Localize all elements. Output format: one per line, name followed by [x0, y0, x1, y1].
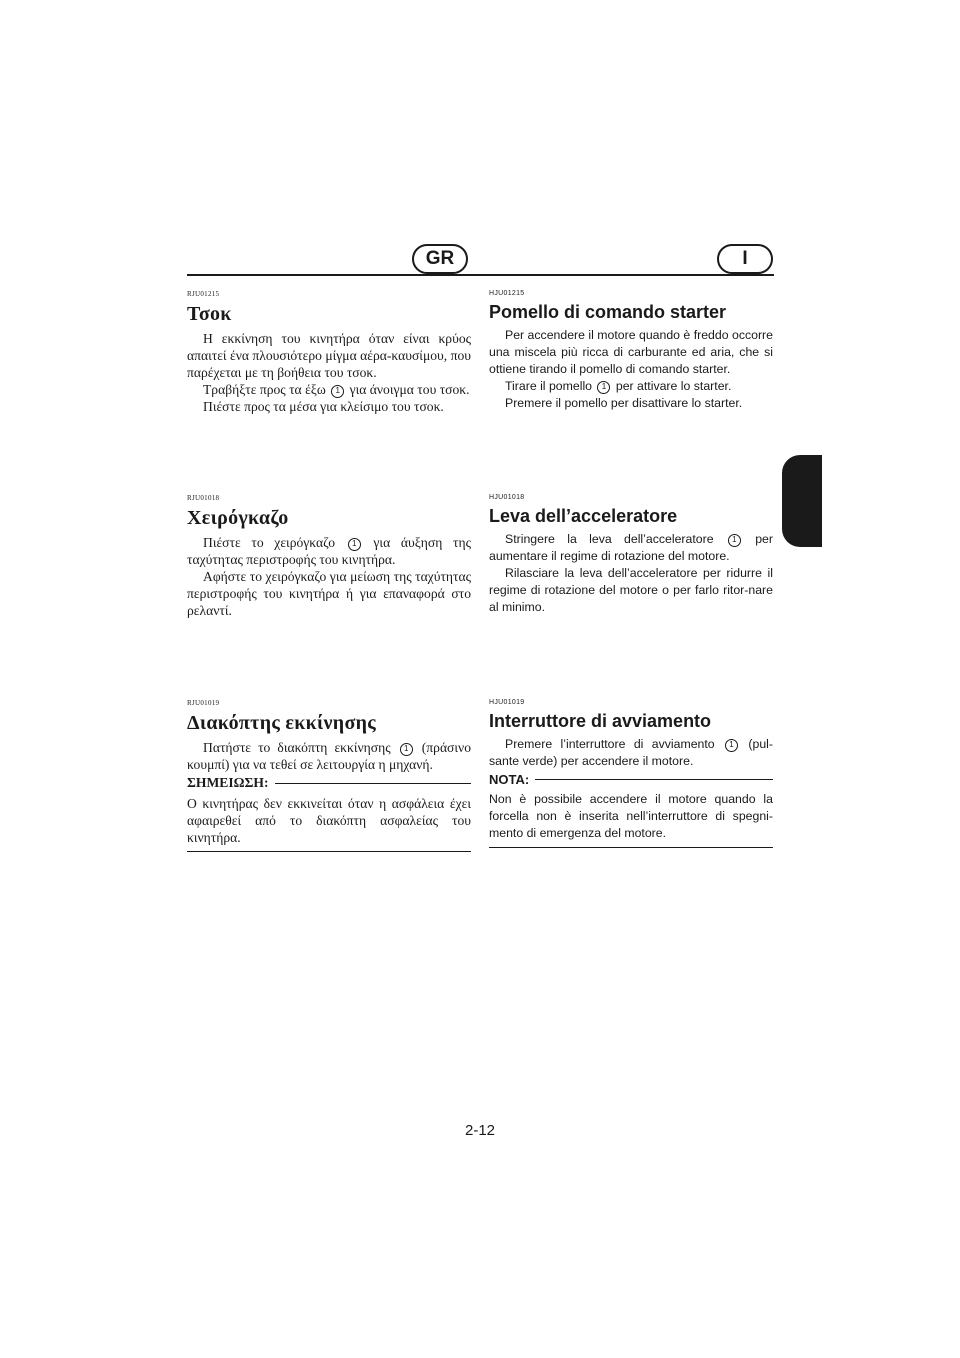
section-title: Interruttore di avviamento	[489, 711, 712, 731]
paragraph: Rilasciare la leva dell’acceleratore per ridurre il regime di rotazione del motore o per farlo ritor-nare al minimo.	[489, 566, 773, 614]
callout-number: 1	[400, 743, 413, 756]
paragraph: Per accendere il motore quando è freddo occorre una miscela più ricca di carburante ed aria, che si ottiene tirando il pomello di comando starter.	[489, 328, 773, 376]
section-code: HJU01018	[489, 494, 525, 501]
note-end-rule	[489, 847, 773, 848]
gr-section-start-switch	[187, 699, 471, 852]
note-label: ΣΗΜΕΙΩΣΗ:	[187, 775, 269, 790]
paragraph: Τραβήξτε προς τα έξω 1 για άνοιγμα του τσοκ.	[203, 382, 470, 397]
paragraph: Πιέστε προς τα μέσα για κλείσιμο του τσοκ.	[203, 399, 444, 414]
note-header	[489, 772, 773, 787]
note-end-rule	[187, 851, 471, 852]
note-rule	[275, 783, 471, 784]
section-code: HJU01215	[489, 290, 525, 297]
section-code: RJU01018	[187, 494, 220, 502]
paragraph: Η εκκίνηση του κινητήρα όταν είναι κρύος απαιτεί ένα πλουσιότερο μίγμα αέρα-καυσίμου, που παρέχεται με τη βοήθεια του τσοκ.	[187, 331, 471, 380]
header-rule	[187, 274, 774, 276]
note-text: Non è possibile accendere il motore quando la forcella non è inserita nell’interruttore di spegni-mento di emergenza del motore.	[489, 792, 773, 840]
it-section-throttle	[489, 494, 773, 616]
section-code: RJU01019	[187, 699, 220, 707]
paragraph: Αφήστε το χειρόγκαζο για μείωση της ταχύτητας περιστροφής του κινητήρα ή για επαναφορά στο ρελαντί.	[187, 569, 471, 618]
note-label: NOTA:	[489, 772, 530, 787]
chapter-tab-marker	[782, 455, 822, 547]
paragraph: Πιέστε το χειρόγκαζο 1 για άυξηση της ταχύτητας περιστροφής του κινητήρα.	[187, 535, 471, 567]
section-title: Τσοκ	[187, 303, 232, 325]
note-header	[187, 775, 471, 791]
callout-number: 1	[348, 538, 361, 551]
paragraph: Premere il pomello per disattivare lo starter.	[505, 396, 743, 410]
it-section-choke	[489, 290, 773, 412]
language-badge-gr: GR	[412, 244, 468, 274]
callout-number: 1	[725, 739, 738, 752]
it-section-start-switch	[489, 699, 773, 848]
section-code: RJU01215	[187, 290, 220, 298]
paragraph: Πατήστε το διακόπτη εκκίνησης 1 (πράσινο κουμπί) για να τεθεί σε λειτουργία η μηχανή.	[187, 740, 471, 772]
callout-number: 1	[597, 381, 610, 394]
note-text: Ο κινητήρας δεν εκκινείται όταν η ασφάλεια έχει αφαιρεθεί από το διακόπτη ασφαλείας του κινητήρα.	[187, 796, 471, 845]
section-title: Leva dell’acceleratore	[489, 506, 678, 526]
callout-number: 1	[728, 534, 741, 547]
paragraph: Stringere la leva dell’acceleratore 1 per aumentare il regime di rotazione del motore.	[489, 532, 773, 563]
section-title: Pomello di comando starter	[489, 302, 727, 322]
callout-number: 1	[331, 385, 344, 398]
section-code: HJU01019	[489, 699, 525, 706]
gr-section-throttle	[187, 494, 471, 619]
section-title: Διακόπτης εκκίνησης	[187, 712, 377, 734]
language-badge-it: I	[717, 244, 773, 274]
page-number: 2-12	[464, 1122, 496, 1139]
paragraph: Tirare il pomello 1 per attivare lo starter.	[505, 379, 732, 393]
gr-section-choke	[187, 290, 471, 415]
section-title: Χειρόγκαζο	[187, 507, 289, 529]
paragraph: Premere l’interruttore di avviamento 1 (pul-sante verde) per accendere il motore.	[489, 737, 773, 768]
note-rule	[535, 779, 773, 780]
